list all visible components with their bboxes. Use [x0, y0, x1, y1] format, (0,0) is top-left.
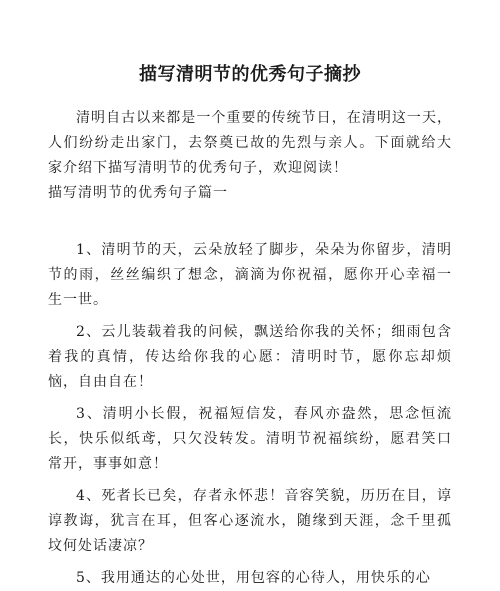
list-item: 4、死者长已矣，存者永怀悲！音容笑貌，历历在目，谆谆教诲，犹言在耳，但客心逐流水，随缘到天涯，念千里孤坟何处话凄凉？: [48, 488, 452, 554]
document-title: 描写清明节的优秀句子摘抄: [139, 64, 361, 85]
spacer: [48, 206, 452, 238]
list-item: 3、清明小长假，祝福短信发，春风亦盎然，思念恒流长，快乐似纸鸢，只欠没转发。清明节祝福缤纷，愿君笑口常开，事事如意！: [48, 406, 452, 472]
list-item: 5、我用通达的心处世，用包容的心待人，用快乐的心: [76, 570, 431, 586]
list-item: 2、云儿装载着我的问候，飘送给你我的关怀；细雨包含着我的真情，传达给你我的心愿：清明时节，愿你忘却烦恼，自由自在！: [48, 324, 452, 390]
list-item: 1、清明节的天，云朵放轻了脚步，朵朵为你留步，清明节的雨，丝丝编织了想念，滴滴为你祝福，愿你开心幸福一生一世。: [48, 242, 452, 308]
intro-paragraph: 清明自古以来都是一个重要的传统节日，在清明这一天，人们纷纷走出家门，去祭奠已故的先烈与亲人。下面就给大家介绍下描写清明节的优秀句子，欢迎阅读！: [48, 110, 452, 176]
section-heading: 描写清明节的优秀句子篇一: [48, 185, 228, 201]
